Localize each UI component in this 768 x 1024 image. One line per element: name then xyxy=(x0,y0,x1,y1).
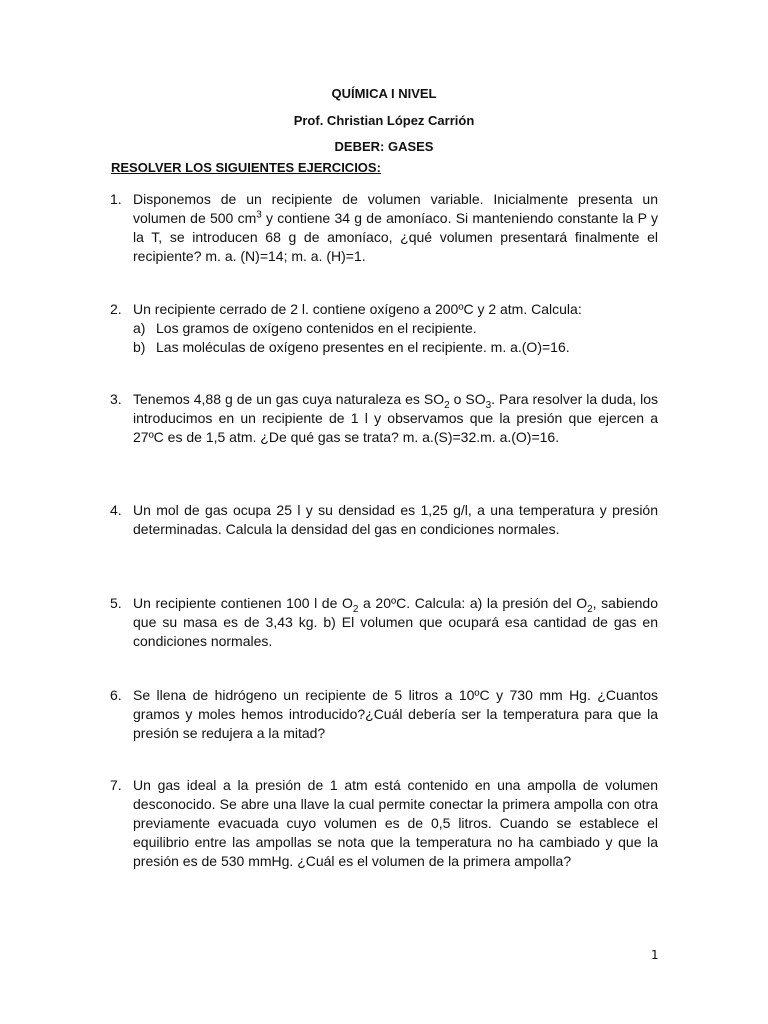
exercise-text: Un recipiente contienen 100 l de $O_2$ a 20ºC. Calcula: a) la presión del $O_2$, sabiendo que su masa es de 3,43 kg. b) El volumen que ocupará esa cantidad de gas en condiciones normales. xyxy=(133,595,658,649)
exercise-4 xyxy=(110,501,658,539)
subitem-label: a) xyxy=(133,320,146,336)
exercise-text: Tenemos 4,88 g de un gas cuya naturaleza es $SO_2$ o $SO_3$. Para resolver la duda, los introducimos en un recipiente de 1 l y observamos que la presión que ejercen a 27ºC es de 1,5 atm. ¿De qué gas se trata? m. a.(S)=32.m. a.(O)=16. xyxy=(133,391,659,445)
exercise-text: Un gas ideal a la presión de 1 atm está contenido en una ampolla de volumen desconocido. Se abre una llave la cual permite conectar la primera ampolla con otra previamente evacuada cuyo volumen es de 0,5 litros. Cuando se establece el equilibrio entre las ampollas se nota que la temperatura no ha cambiado y que la presión es de 530 mmHg. ¿Cuál es el volumen de la primera ampolla? xyxy=(133,777,658,869)
subitem-text: Los gramos de oxígeno contenidos en el recipiente. xyxy=(156,320,477,336)
exercise-number: 2. xyxy=(110,301,122,317)
section-title: RESOLVER LOS SIGUIENTES EJERCICIOS: xyxy=(111,160,381,175)
course-title: QUÍMICA I NIVEL xyxy=(331,86,437,101)
exercise-number: 1. xyxy=(110,191,122,207)
exercise-text: Se llena de hidrógeno un recipiente de 5 litros a 10ºC y 730 mm Hg. ¿Cuantos gramos y moles hemos introducido?¿Cuál debería ser la temperatura para que la presión se redujera a la mitad? xyxy=(133,687,658,741)
exercise-6 xyxy=(110,686,658,743)
exercise-text: Un mol de gas ocupa 25 l y su densidad es 1,25 g/l, a una temperatura y presión determinadas. Calcula la densidad del gas en condiciones normales. xyxy=(133,502,658,537)
exercise-number: 7. xyxy=(110,777,122,793)
page-number: 1 xyxy=(651,948,659,962)
exercise-number: 4. xyxy=(110,502,122,518)
exercise-3 xyxy=(110,390,658,447)
professor-name: Prof. Christian López Carrión xyxy=(293,113,475,128)
exercise-text: Disponemos de un recipiente de volumen variable. Inicialmente presenta un volumen de 500 $cm^3$ y contiene 34 g de amoníaco. Si manteniendo constante la P y la T, se introducen 68 g de amoníaco, ¿qué volumen presentará finalmente el recipiente? m. a. (N)=14; m. a. (H)=1. xyxy=(133,191,658,264)
subitem-label: b) xyxy=(133,339,146,355)
exercise-5 xyxy=(110,594,658,651)
exercise-number: 5. xyxy=(110,595,122,611)
exercise-number: 3. xyxy=(110,391,122,407)
exercise-number: 6. xyxy=(110,687,122,703)
subitem-a xyxy=(133,319,658,338)
exercise-text: Un recipiente cerrado de 2 l. contiene oxígeno a 200ºC y 2 atm. Calcula: xyxy=(133,301,582,317)
subitem-text: Las moléculas de oxígeno presentes en el recipiente. m. a.(O)=16. xyxy=(156,339,570,355)
exercise-2 xyxy=(110,300,658,357)
exercise-7 xyxy=(110,776,658,871)
exercise-1 xyxy=(110,190,658,266)
subitem-b xyxy=(133,338,658,357)
assignment-title: DEBER: GASES xyxy=(334,139,434,154)
